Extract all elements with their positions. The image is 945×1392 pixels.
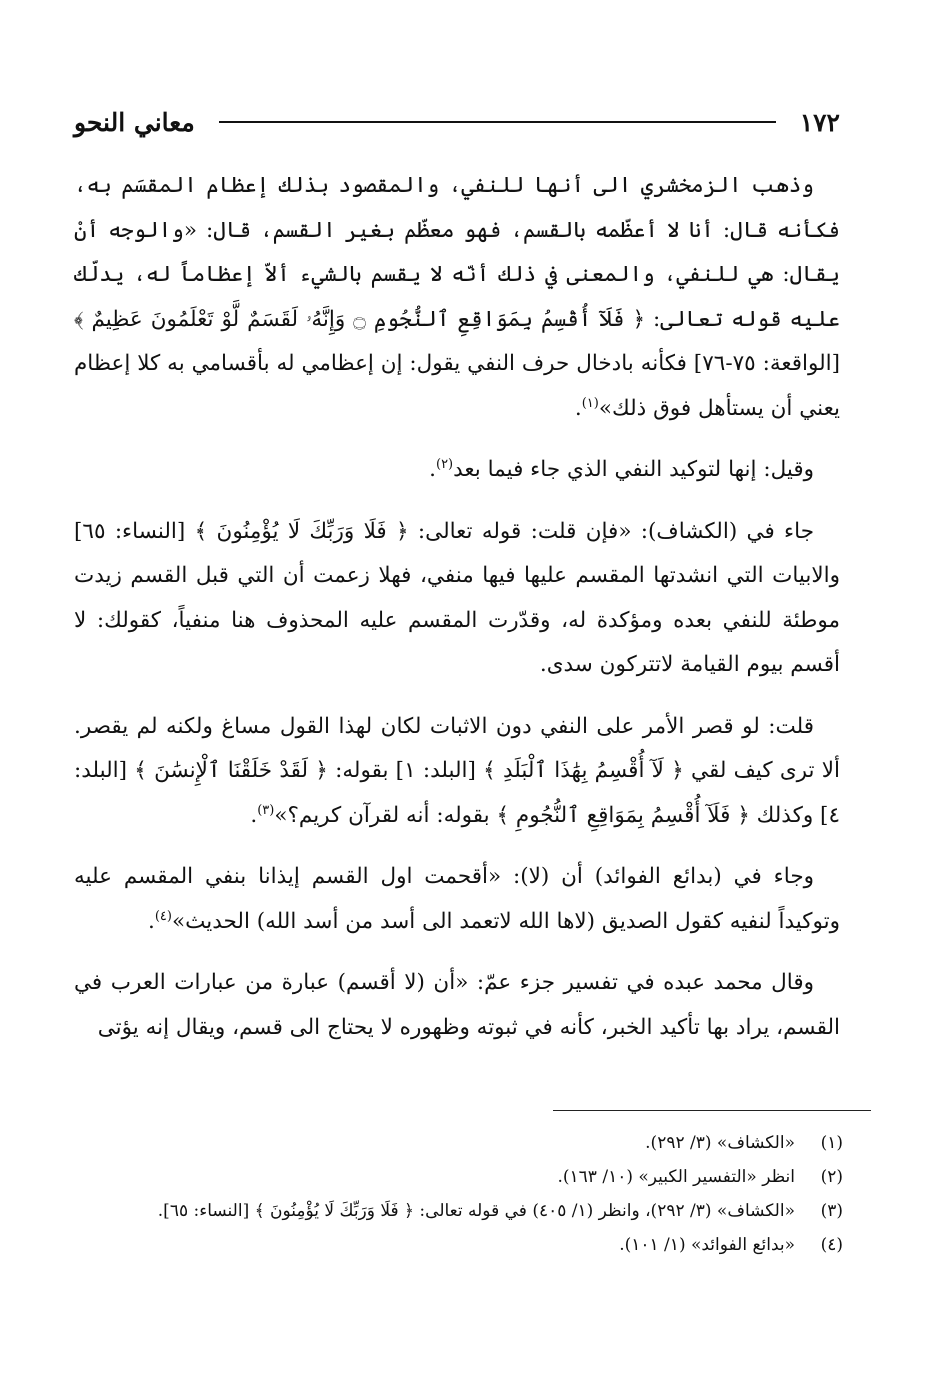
- footnote: [105, 1194, 843, 1228]
- paragraph: وذهب الزمخشري الى أنها للنفي، والمقصود بذلك إعظام المقسَم به، فكأنه قال: أنا لا أعظّمه بالقسم، فهو معظّم بغير القسم، قال: «والوجه أنْ يقال: هي للنفي، والمعنى في ذلك أنّه لا يقسم بالشيء ألاّ إعظاماً له، يدلّك عليه قوله تعالى: ﴿ فَلَآ أُقْسِمُ بِمَوَاقِعِ ٱلنُّجُومِ ۝ وَإِنَّهُۥ لَقَسَمٌ لَّوْ تَعْلَمُونَ عَظِيمٌ ﴾ [الواقعة: ٧٥-٧٦] فكأنه بادخال حرف النفي يقول: إن إعظامي له بأقسامي به كلا إعظام يعني أن يستأهل فوق ذلك»$^{(١)}$.: [74, 173, 841, 421]
- paragraph: وجاء في (بدائع الفوائد) أن (لا): «أقحمت اول القسم إيذانا بنفي المقسم عليه وتوكيداً لنفيه كقول الصديق (لاها الله لاتعمد الى أسد من أسد الله) الحديث»$^{(٤)}$.: [74, 864, 840, 934]
- footnote-number: (٣): [820, 1201, 843, 1221]
- paragraph: قلت: لو قصر الأمر على النفي دون الاثبات لكان لهذا القول مساغ ولكنه لم يقصر. ألا ترى كيف لقي ﴿ لَآ أُقْسِمُ بِهَٰذَا ٱلْبَلَدِ ﴾ [البلد: ١] بقوله: ﴿ لَقَدْ خَلَقْنَا ٱلْإِنسَٰنَ ﴾ [البلد: ٤] وكذلك ﴿ فَلَآ أُقْسِمُ بِمَوَاقِعِ ٱلنُّجُومِ ﴾ بقوله: أنه لقرآن كريم؟»$^{(٣)}$.: [74, 713, 840, 828]
- footnote-number: (٤): [820, 1235, 843, 1255]
- paragraph: وقال محمد عبده في تفسير جزء عمّ: «أن (لا أقسم) عبارة من عبارات العرب في القسم، يراد بها تأكيد الخبر، كأنه في ثبوته وظهوره لا يحتاج الى قسم، ويقال إنه يؤتى: [74, 970, 840, 1040]
- body-text: [74, 164, 840, 1050]
- footnote-text: «بدائع الفوائد» (١/ ١٠١).: [619, 1235, 795, 1255]
- footnote: [105, 1160, 843, 1194]
- page-header: [74, 100, 840, 144]
- footnote-ref: (٢): [435, 456, 454, 472]
- footnote-ref: (٤): [154, 908, 172, 924]
- footnote-text: انظر «التفسير الكبير» (١٠/ ١٦٣).: [557, 1167, 795, 1187]
- header-rule: [219, 121, 776, 123]
- page-title: معاني النحو: [74, 107, 195, 137]
- page-number: ١٧٢: [799, 107, 840, 137]
- footnote-ref: (١): [581, 395, 599, 411]
- footnote: [105, 1126, 843, 1160]
- footnote-number: (٢): [820, 1167, 843, 1187]
- footnote-ref: (٣): [257, 802, 275, 818]
- footnote-separator: [553, 1110, 871, 1111]
- page: [74, 100, 840, 1067]
- paragraph: جاء في (الكشاف): «فإن قلت: قوله تعالى: ﴿ فَلَا وَرَبِّكَ لَا يُؤْمِنُونَ ﴾ [النساء: ٦٥] والابيات التي انشدتها المقسم عليها فيها منفي، فهلا زعمت أن التي قبل القسم زيدت موطئة للنفي بعده ومؤكدة له، وقدّرت المقسم عليه المحذوف هنا منفياً، كقولك: لا أقسم بيوم القيامة لاتتركون سدى.: [74, 518, 840, 677]
- footnote: [105, 1228, 843, 1262]
- footnotes: [105, 1126, 843, 1262]
- paragraph: وقيل: إنها لتوكيد النفي الذي جاء فيما بعد$^{(٢)}$.: [429, 456, 814, 482]
- footnote-text: «الكشاف» (٣/ ٢٩٢)، وانظر (١/ ٤٠٥) في قوله تعالى: ﴿ فَلَا وَرَبِّكَ لَا يُؤْمِنُونَ ﴾ [النساء: ٦٥].: [157, 1201, 795, 1221]
- footnote-text: «الكشاف» (٣/ ٢٩٢).: [645, 1133, 795, 1153]
- footnote-number: (١): [820, 1133, 843, 1153]
